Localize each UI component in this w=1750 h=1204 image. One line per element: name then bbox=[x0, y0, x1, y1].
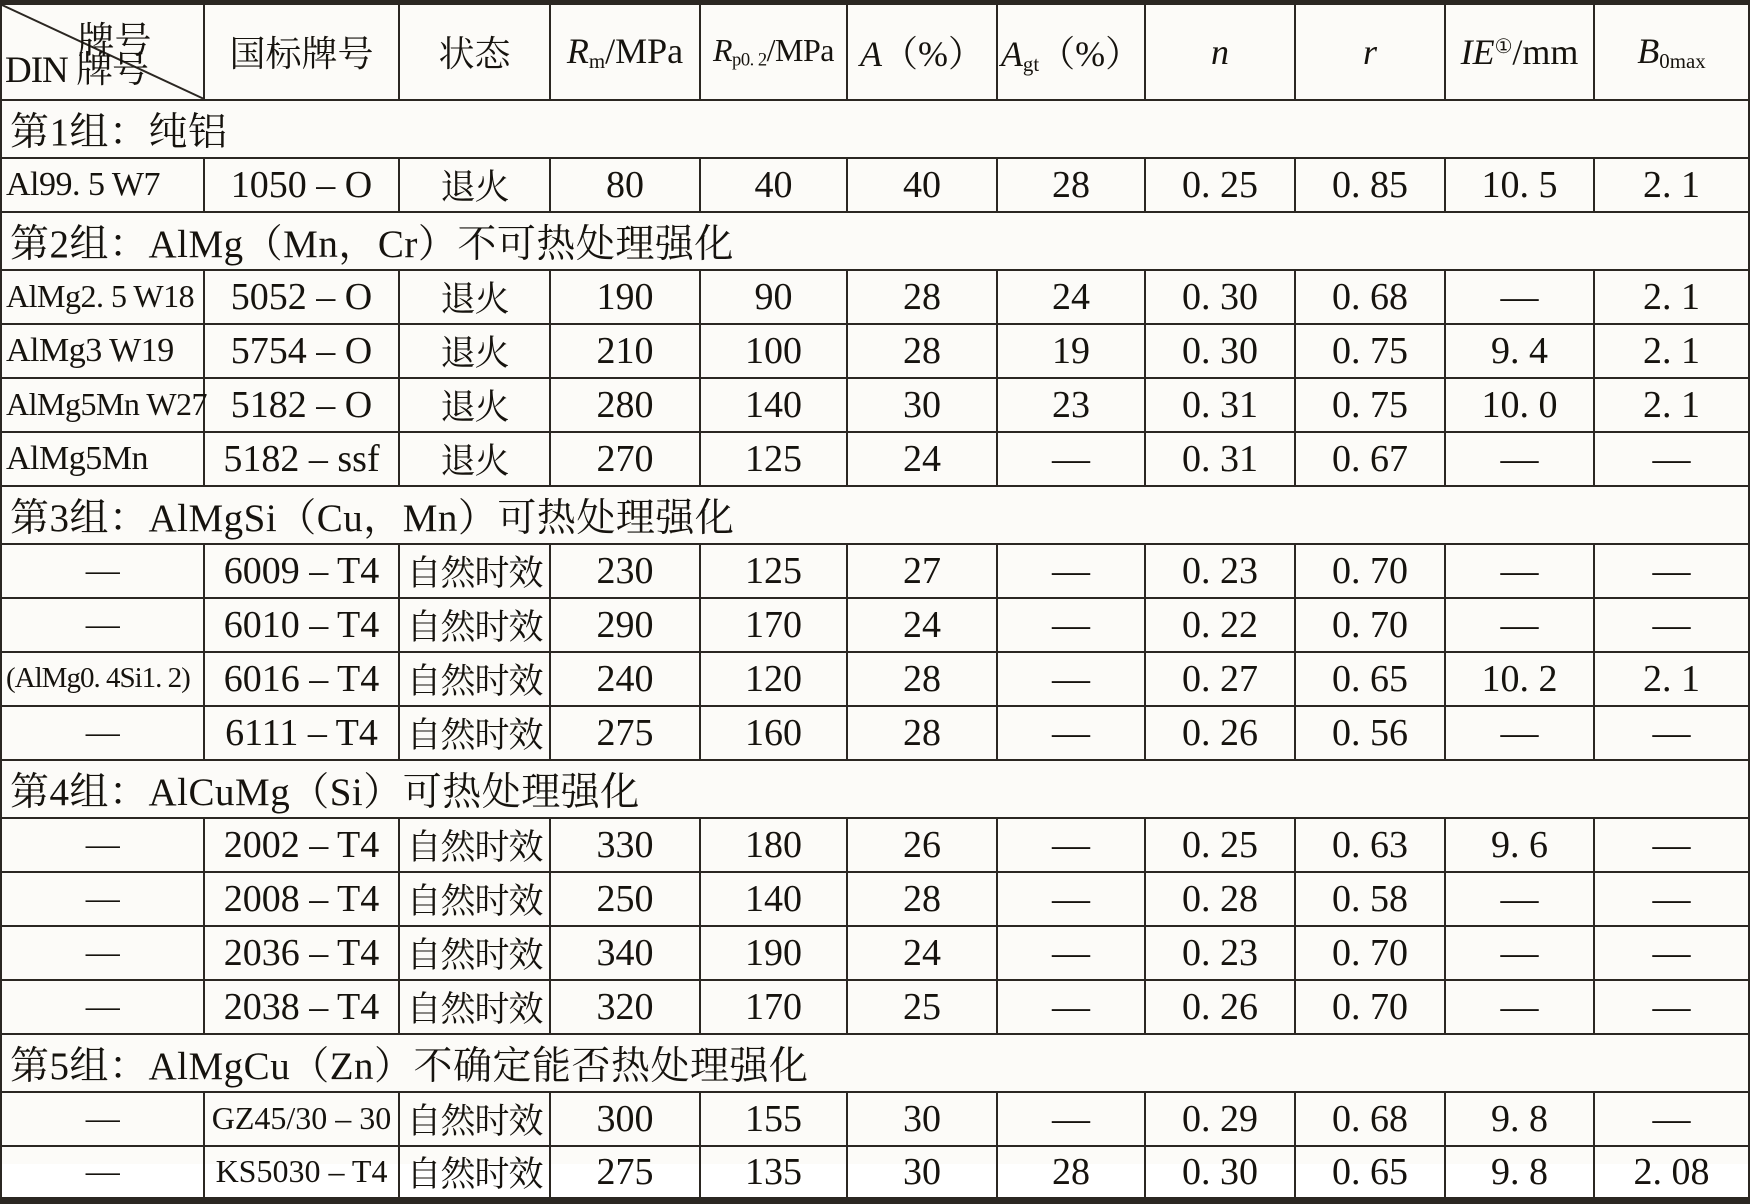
table-cell: 230 bbox=[550, 544, 700, 598]
table-cell: 0. 28 bbox=[1145, 872, 1295, 926]
table-cell: (AlMg0. 4Si1. 2) bbox=[1, 652, 204, 706]
table-cell: 250 bbox=[550, 872, 700, 926]
table-cell: 6111 – T4 bbox=[204, 706, 399, 760]
table-cell: 0. 65 bbox=[1295, 1146, 1445, 1201]
table-row bbox=[1, 432, 1749, 486]
table-cell: 40 bbox=[700, 158, 847, 212]
table-cell: 5182 – O bbox=[204, 378, 399, 432]
table-cell: 10. 5 bbox=[1445, 158, 1594, 212]
table-cell: — bbox=[1, 818, 204, 872]
table-cell: 275 bbox=[550, 1146, 700, 1201]
table-cell: 28 bbox=[847, 324, 997, 378]
table-cell: — bbox=[1445, 706, 1594, 760]
column-header: 状态 bbox=[399, 3, 550, 100]
table-cell: 180 bbox=[700, 818, 847, 872]
table-cell: 2002 – T4 bbox=[204, 818, 399, 872]
table-cell: 0. 23 bbox=[1145, 544, 1295, 598]
header-din-grade-label: DIN 牌号 bbox=[5, 49, 149, 91]
group-label: 第1组：纯铝 bbox=[1, 100, 1749, 158]
table-cell: 0. 30 bbox=[1145, 1146, 1295, 1201]
group-header-row bbox=[1, 100, 1749, 158]
table-cell: — bbox=[1, 1146, 204, 1201]
table-cell: 5052 – O bbox=[204, 270, 399, 324]
table-cell: 9. 8 bbox=[1445, 1092, 1594, 1146]
column-header: r bbox=[1295, 3, 1445, 100]
table-cell: — bbox=[997, 818, 1145, 872]
table-cell: AlMg5Mn bbox=[1, 432, 204, 486]
table-cell: 2008 – T4 bbox=[204, 872, 399, 926]
table-cell: — bbox=[1, 706, 204, 760]
table-cell: 270 bbox=[550, 432, 700, 486]
group-header-row bbox=[1, 760, 1749, 818]
table-cell: 0. 26 bbox=[1145, 980, 1295, 1034]
table-cell: 120 bbox=[700, 652, 847, 706]
table-row bbox=[1, 872, 1749, 926]
table-cell: 自然时效 bbox=[399, 544, 550, 598]
table-cell: 自然时效 bbox=[399, 598, 550, 652]
table-row bbox=[1, 1092, 1749, 1146]
table-cell: 0. 63 bbox=[1295, 818, 1445, 872]
column-header: A（%） bbox=[847, 3, 997, 100]
table-cell: 0. 23 bbox=[1145, 926, 1295, 980]
group-label: 第4组：AlCuMg（Si）可热处理强化 bbox=[1, 760, 1749, 818]
table-cell: 26 bbox=[847, 818, 997, 872]
table-cell: 自然时效 bbox=[399, 980, 550, 1034]
table-cell: — bbox=[1445, 598, 1594, 652]
table-cell: GZ45/30 – 30 bbox=[204, 1092, 399, 1146]
table-cell: 0. 85 bbox=[1295, 158, 1445, 212]
table-cell: 100 bbox=[700, 324, 847, 378]
table-row bbox=[1, 544, 1749, 598]
table-cell: 300 bbox=[550, 1092, 700, 1146]
table-cell: 135 bbox=[700, 1146, 847, 1201]
table-cell: 0. 56 bbox=[1295, 706, 1445, 760]
footnote-marker: ① bbox=[1494, 35, 1513, 58]
table-cell: 90 bbox=[700, 270, 847, 324]
table-cell: 2. 1 bbox=[1594, 270, 1749, 324]
group-label: 第2组：AlMg（Mn，Cr）不可热处理强化 bbox=[1, 212, 1749, 270]
table-cell: 330 bbox=[550, 818, 700, 872]
table-row bbox=[1, 324, 1749, 378]
table-cell: AlMg5Mn W27 bbox=[1, 378, 204, 432]
table-cell: — bbox=[1445, 980, 1594, 1034]
table-cell: 0. 25 bbox=[1145, 818, 1295, 872]
table-cell: 0. 65 bbox=[1295, 652, 1445, 706]
table-cell: 0. 68 bbox=[1295, 270, 1445, 324]
group-header-row bbox=[1, 486, 1749, 544]
table-cell: 0. 70 bbox=[1295, 926, 1445, 980]
group-header-row bbox=[1, 1034, 1749, 1092]
group-header-row bbox=[1, 212, 1749, 270]
column-header: 国标牌号 bbox=[204, 3, 399, 100]
table-row bbox=[1, 926, 1749, 980]
table-cell: 125 bbox=[700, 432, 847, 486]
table-cell: — bbox=[997, 980, 1145, 1034]
table-cell: 0. 75 bbox=[1295, 378, 1445, 432]
table-cell: AlMg2. 5 W18 bbox=[1, 270, 204, 324]
table-cell: 0. 70 bbox=[1295, 598, 1445, 652]
table-cell: 0. 31 bbox=[1145, 432, 1295, 486]
header-row bbox=[1, 3, 1749, 100]
diagonal-cell-content bbox=[2, 5, 203, 99]
table-cell: 退火 bbox=[399, 378, 550, 432]
table-cell: — bbox=[1594, 544, 1749, 598]
table-cell: 30 bbox=[847, 378, 997, 432]
table-cell: — bbox=[1, 1092, 204, 1146]
table-cell: 240 bbox=[550, 652, 700, 706]
table-cell: 28 bbox=[847, 872, 997, 926]
table-cell: — bbox=[1445, 432, 1594, 486]
table-cell: 自然时效 bbox=[399, 872, 550, 926]
table-cell: 6010 – T4 bbox=[204, 598, 399, 652]
table-cell: 0. 30 bbox=[1145, 270, 1295, 324]
table-cell: — bbox=[1445, 544, 1594, 598]
table-cell: — bbox=[1, 598, 204, 652]
table-cell: 退火 bbox=[399, 270, 550, 324]
table-cell: AlMg3 W19 bbox=[1, 324, 204, 378]
table-cell: 28 bbox=[997, 158, 1145, 212]
table-cell: 9. 8 bbox=[1445, 1146, 1594, 1201]
table-cell: 210 bbox=[550, 324, 700, 378]
table-cell: 280 bbox=[550, 378, 700, 432]
table-cell: 2038 – T4 bbox=[204, 980, 399, 1034]
table-row bbox=[1, 706, 1749, 760]
table-cell: 2. 1 bbox=[1594, 652, 1749, 706]
table-cell: 24 bbox=[847, 432, 997, 486]
table-cell: 275 bbox=[550, 706, 700, 760]
table-cell: 140 bbox=[700, 378, 847, 432]
table-cell: 28 bbox=[847, 652, 997, 706]
table-row bbox=[1, 378, 1749, 432]
table-cell: 0. 31 bbox=[1145, 378, 1295, 432]
table-cell: — bbox=[997, 872, 1145, 926]
table-cell: 170 bbox=[700, 980, 847, 1034]
table-cell: 自然时效 bbox=[399, 1092, 550, 1146]
table-cell: 0. 25 bbox=[1145, 158, 1295, 212]
table-cell: 24 bbox=[997, 270, 1145, 324]
table-cell: 27 bbox=[847, 544, 997, 598]
table-cell: 自然时效 bbox=[399, 652, 550, 706]
table-row bbox=[1, 1146, 1749, 1201]
table-row bbox=[1, 598, 1749, 652]
table-cell: 退火 bbox=[399, 158, 550, 212]
table-cell: — bbox=[1594, 980, 1749, 1034]
table-cell: — bbox=[1, 544, 204, 598]
table-cell: — bbox=[1445, 270, 1594, 324]
table-cell: — bbox=[1445, 926, 1594, 980]
table-cell: 24 bbox=[847, 926, 997, 980]
table-cell: — bbox=[1594, 706, 1749, 760]
column-header: n bbox=[1145, 3, 1295, 100]
header-grade-label: 牌号 bbox=[77, 21, 152, 62]
table-cell: 0. 26 bbox=[1145, 706, 1295, 760]
table-cell: 40 bbox=[847, 158, 997, 212]
table-cell: 160 bbox=[700, 706, 847, 760]
column-header: $A_{gt}(\%)$ bbox=[997, 3, 1145, 100]
table-row bbox=[1, 818, 1749, 872]
table-cell: — bbox=[997, 652, 1145, 706]
table-cell: 0. 75 bbox=[1295, 324, 1445, 378]
table-cell: 自然时效 bbox=[399, 818, 550, 872]
group-label: 第5组：AlMgCu（Zn）不确定能否热处理强化 bbox=[1, 1034, 1749, 1092]
table-cell: 自然时效 bbox=[399, 1146, 550, 1201]
table-cell: 25 bbox=[847, 980, 997, 1034]
table-cell: 30 bbox=[847, 1146, 997, 1201]
table-cell: 19 bbox=[997, 324, 1145, 378]
table-cell: 0. 22 bbox=[1145, 598, 1295, 652]
table-cell: — bbox=[1594, 818, 1749, 872]
table-cell: 自然时效 bbox=[399, 706, 550, 760]
table-cell: 9. 6 bbox=[1445, 818, 1594, 872]
table-row bbox=[1, 652, 1749, 706]
table-cell: — bbox=[1, 980, 204, 1034]
table-cell: — bbox=[997, 432, 1145, 486]
table-cell: — bbox=[997, 926, 1145, 980]
table-cell: 0. 58 bbox=[1295, 872, 1445, 926]
table-cell: 290 bbox=[550, 598, 700, 652]
table-cell: — bbox=[1445, 872, 1594, 926]
table-cell: — bbox=[1594, 1092, 1749, 1146]
table-cell: 退火 bbox=[399, 432, 550, 486]
table-cell: 2. 1 bbox=[1594, 158, 1749, 212]
table-cell: 0. 70 bbox=[1295, 544, 1445, 598]
table-cell: 0. 30 bbox=[1145, 324, 1295, 378]
table-row bbox=[1, 270, 1749, 324]
table-cell: 28 bbox=[847, 706, 997, 760]
table-cell: 80 bbox=[550, 158, 700, 212]
table-cell: 2. 1 bbox=[1594, 324, 1749, 378]
table-cell: 23 bbox=[997, 378, 1145, 432]
group-label: 第3组：AlMgSi（Cu，Mn）可热处理强化 bbox=[1, 486, 1749, 544]
table-cell: 190 bbox=[700, 926, 847, 980]
table-cell: — bbox=[1, 926, 204, 980]
table-cell: 退火 bbox=[399, 324, 550, 378]
table-cell: 24 bbox=[847, 598, 997, 652]
table-cell: 0. 27 bbox=[1145, 652, 1295, 706]
table-cell: 0. 29 bbox=[1145, 1092, 1295, 1146]
table-cell: 2. 1 bbox=[1594, 378, 1749, 432]
table-cell: 2036 – T4 bbox=[204, 926, 399, 980]
column-header: $B_{0max}$ bbox=[1594, 3, 1749, 100]
diagonal-header-cell bbox=[1, 3, 204, 100]
table-cell: 自然时效 bbox=[399, 926, 550, 980]
table-cell: — bbox=[997, 706, 1145, 760]
table-cell: — bbox=[1, 872, 204, 926]
table-cell: — bbox=[1594, 598, 1749, 652]
table-cell: 28 bbox=[997, 1146, 1145, 1201]
table-cell: — bbox=[1594, 926, 1749, 980]
table-cell: 9. 4 bbox=[1445, 324, 1594, 378]
table-body bbox=[1, 100, 1749, 1201]
table-cell: 28 bbox=[847, 270, 997, 324]
table-cell: 320 bbox=[550, 980, 700, 1034]
table-cell: 155 bbox=[700, 1092, 847, 1146]
table-cell: — bbox=[997, 544, 1145, 598]
table-cell: 30 bbox=[847, 1092, 997, 1146]
table-cell: 1050 – O bbox=[204, 158, 399, 212]
table-cell: 10. 2 bbox=[1445, 652, 1594, 706]
table-cell: 0. 68 bbox=[1295, 1092, 1445, 1146]
table-row bbox=[1, 158, 1749, 212]
table-cell: 0. 70 bbox=[1295, 980, 1445, 1034]
table-cell: — bbox=[1594, 872, 1749, 926]
table-cell: 190 bbox=[550, 270, 700, 324]
table-cell: 5182 – ssf bbox=[204, 432, 399, 486]
table-cell: 2. 08 bbox=[1594, 1146, 1749, 1201]
table-cell: KS5030 – T4 bbox=[204, 1146, 399, 1201]
table-cell: 125 bbox=[700, 544, 847, 598]
table-cell: 6016 – T4 bbox=[204, 652, 399, 706]
column-header: IE①/mm bbox=[1445, 3, 1594, 100]
table-cell: 340 bbox=[550, 926, 700, 980]
table-cell: 0. 67 bbox=[1295, 432, 1445, 486]
table-cell: 5754 – O bbox=[204, 324, 399, 378]
table-cell: Al99. 5 W7 bbox=[1, 158, 204, 212]
table-cell: 140 bbox=[700, 872, 847, 926]
table-cell: 10. 0 bbox=[1445, 378, 1594, 432]
table-cell: 6009 – T4 bbox=[204, 544, 399, 598]
table-cell: — bbox=[997, 1092, 1145, 1146]
table-cell: — bbox=[1594, 432, 1749, 486]
column-header: $R_{p0. 2}$/MPa bbox=[700, 3, 847, 100]
column-header: $R_m$/MPa bbox=[550, 3, 700, 100]
table-row bbox=[1, 980, 1749, 1034]
table-cell: — bbox=[997, 598, 1145, 652]
table-cell: 170 bbox=[700, 598, 847, 652]
